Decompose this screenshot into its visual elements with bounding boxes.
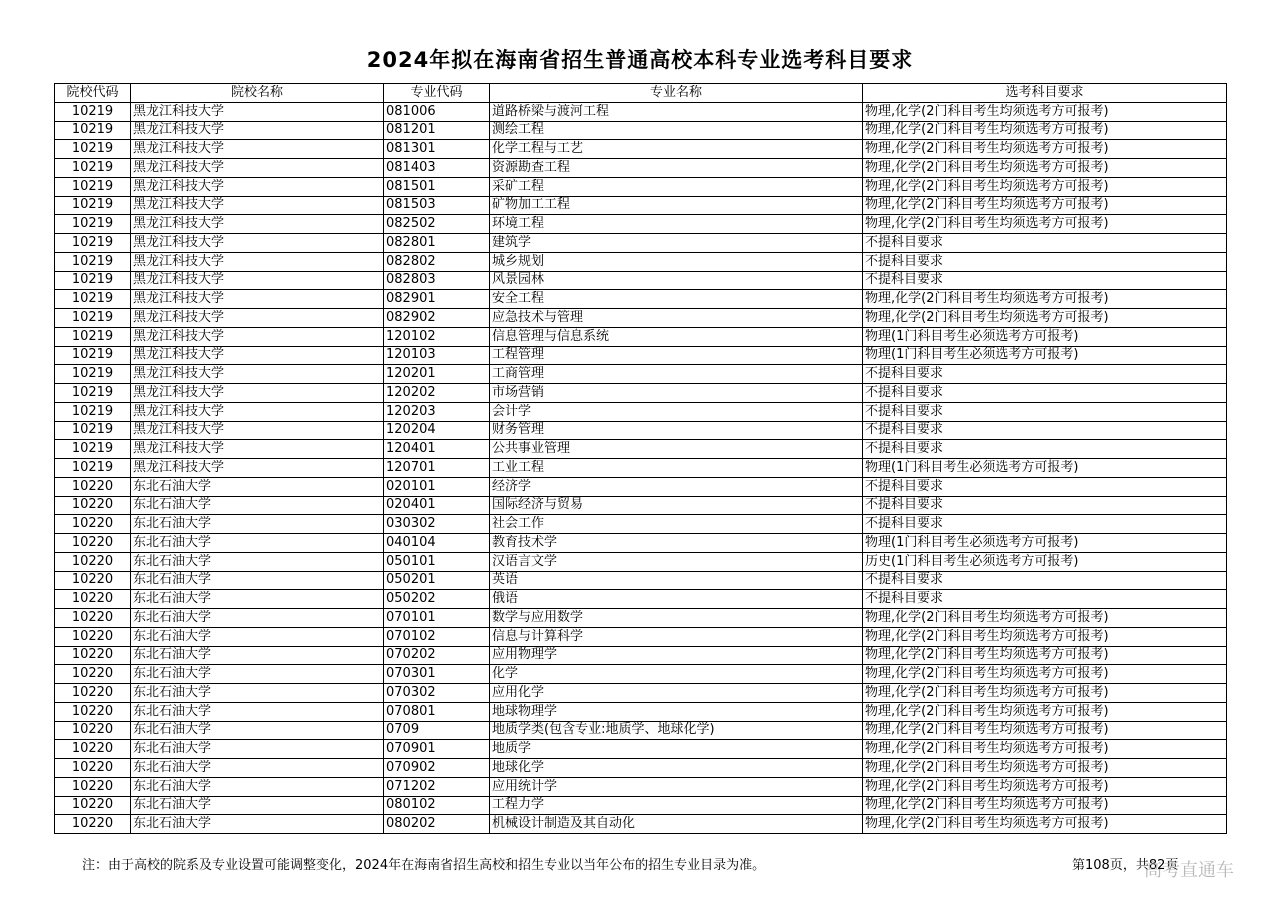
subject-requirement-cell: 物理,化学(2门科目考生均须选考方可报考)	[863, 177, 1227, 196]
table-row	[55, 646, 1227, 665]
subject-requirement-cell: 物理,化学(2门科目考生均须选考方可报考)	[863, 702, 1227, 721]
major-name-cell: 工商管理	[490, 365, 863, 384]
school-code-cell: 10220	[55, 496, 131, 515]
school-code-cell: 10219	[55, 421, 131, 440]
school-code-cell: 10219	[55, 196, 131, 215]
column-header-major-code: 专业代码	[384, 84, 490, 103]
subject-requirement-cell: 物理,化学(2门科目考生均须选考方可报考)	[863, 665, 1227, 684]
table-row	[55, 740, 1227, 759]
subject-requirement-cell: 物理,化学(2门科目考生均须选考方可报考)	[863, 290, 1227, 309]
table-row	[55, 815, 1227, 834]
table-row	[55, 684, 1227, 703]
major-name-cell: 市场营销	[490, 384, 863, 403]
subject-requirement-cell: 物理,化学(2门科目考生均须选考方可报考)	[863, 102, 1227, 121]
major-name-cell: 国际经济与贸易	[490, 496, 863, 515]
major-code-cell: 120103	[384, 346, 490, 365]
major-code-cell: 120203	[384, 402, 490, 421]
table-row	[55, 252, 1227, 271]
major-code-cell: 082801	[384, 234, 490, 253]
school-code-cell: 10219	[55, 346, 131, 365]
major-name-cell: 应用物理学	[490, 646, 863, 665]
table-row	[55, 402, 1227, 421]
table-row	[55, 759, 1227, 778]
school-code-cell: 10220	[55, 627, 131, 646]
school-code-cell: 10220	[55, 815, 131, 834]
table-body	[55, 102, 1227, 833]
major-code-cell: 081403	[384, 159, 490, 178]
school-name-cell: 东北石油大学	[131, 740, 384, 759]
subject-requirement-cell: 物理,化学(2门科目考生均须选考方可报考)	[863, 777, 1227, 796]
major-code-cell: 120102	[384, 327, 490, 346]
table-row	[55, 365, 1227, 384]
major-name-cell: 公共事业管理	[490, 440, 863, 459]
school-name-cell: 东北石油大学	[131, 496, 384, 515]
school-name-cell: 黑龙江科技大学	[131, 140, 384, 159]
subject-requirement-cell: 物理,化学(2门科目考生均须选考方可报考)	[863, 759, 1227, 778]
table-row	[55, 496, 1227, 515]
school-code-cell: 10219	[55, 177, 131, 196]
school-name-cell: 黑龙江科技大学	[131, 346, 384, 365]
table-row	[55, 290, 1227, 309]
subject-requirement-cell: 不提科目要求	[863, 440, 1227, 459]
subject-requirement-cell: 物理(1门科目考生必须选考方可报考)	[863, 346, 1227, 365]
table-row	[55, 665, 1227, 684]
major-code-cell: 071202	[384, 777, 490, 796]
subject-requirement-cell: 不提科目要求	[863, 234, 1227, 253]
major-name-cell: 风景园林	[490, 271, 863, 290]
school-name-cell: 东北石油大学	[131, 552, 384, 571]
school-code-cell: 10219	[55, 271, 131, 290]
school-code-cell: 10220	[55, 702, 131, 721]
major-name-cell: 信息与计算科学	[490, 627, 863, 646]
school-name-cell: 黑龙江科技大学	[131, 402, 384, 421]
school-name-cell: 黑龙江科技大学	[131, 290, 384, 309]
school-code-cell: 10219	[55, 252, 131, 271]
school-name-cell: 黑龙江科技大学	[131, 215, 384, 234]
major-code-cell: 081301	[384, 140, 490, 159]
major-code-cell: 040104	[384, 534, 490, 553]
major-code-cell: 120201	[384, 365, 490, 384]
major-code-cell: 050101	[384, 552, 490, 571]
subject-requirement-cell: 不提科目要求	[863, 252, 1227, 271]
subject-requirement-cell: 物理(1门科目考生必须选考方可报考)	[863, 459, 1227, 478]
table-row	[55, 552, 1227, 571]
major-name-cell: 教育技术学	[490, 534, 863, 553]
major-name-cell: 化学	[490, 665, 863, 684]
school-code-cell: 10219	[55, 365, 131, 384]
school-name-cell: 东北石油大学	[131, 684, 384, 703]
table-row	[55, 627, 1227, 646]
watermark: 高考直通车	[1144, 860, 1234, 881]
major-code-cell: 050201	[384, 571, 490, 590]
table-row	[55, 327, 1227, 346]
subject-requirement-cell: 不提科目要求	[863, 384, 1227, 403]
table-row	[55, 440, 1227, 459]
major-name-cell: 应用化学	[490, 684, 863, 703]
school-name-cell: 黑龙江科技大学	[131, 234, 384, 253]
school-code-cell: 10219	[55, 290, 131, 309]
school-name-cell: 黑龙江科技大学	[131, 252, 384, 271]
table-row	[55, 609, 1227, 628]
major-name-cell: 采矿工程	[490, 177, 863, 196]
major-code-cell: 070202	[384, 646, 490, 665]
major-code-cell: 030302	[384, 515, 490, 534]
major-name-cell: 地质学类(包含专业:地质学、地球化学)	[490, 721, 863, 740]
major-code-cell: 070301	[384, 665, 490, 684]
table-row	[55, 215, 1227, 234]
school-code-cell: 10220	[55, 609, 131, 628]
subject-requirement-cell: 不提科目要求	[863, 477, 1227, 496]
school-name-cell: 黑龙江科技大学	[131, 365, 384, 384]
major-name-cell: 汉语言文学	[490, 552, 863, 571]
table-row	[55, 346, 1227, 365]
school-name-cell: 黑龙江科技大学	[131, 271, 384, 290]
subject-requirement-cell: 物理,化学(2门科目考生均须选考方可报考)	[863, 159, 1227, 178]
subject-requirement-cell: 不提科目要求	[863, 421, 1227, 440]
school-name-cell: 黑龙江科技大学	[131, 327, 384, 346]
school-name-cell: 黑龙江科技大学	[131, 102, 384, 121]
school-code-cell: 10220	[55, 665, 131, 684]
subject-requirement-cell: 不提科目要求	[863, 271, 1227, 290]
school-name-cell: 东北石油大学	[131, 534, 384, 553]
table-row	[55, 159, 1227, 178]
school-code-cell: 10220	[55, 796, 131, 815]
school-code-cell: 10219	[55, 384, 131, 403]
major-code-cell: 082901	[384, 290, 490, 309]
subject-requirement-cell: 物理,化学(2门科目考生均须选考方可报考)	[863, 215, 1227, 234]
subject-requirement-cell: 物理,化学(2门科目考生均须选考方可报考)	[863, 627, 1227, 646]
major-code-cell: 070901	[384, 740, 490, 759]
column-header-school-code: 院校代码	[55, 84, 131, 103]
major-code-cell: 082802	[384, 252, 490, 271]
table-row	[55, 590, 1227, 609]
table-row	[55, 721, 1227, 740]
school-code-cell: 10219	[55, 121, 131, 140]
major-code-cell: 081501	[384, 177, 490, 196]
major-code-cell: 080102	[384, 796, 490, 815]
major-name-cell: 安全工程	[490, 290, 863, 309]
school-name-cell: 黑龙江科技大学	[131, 440, 384, 459]
subject-requirement-cell: 不提科目要求	[863, 590, 1227, 609]
subject-requirement-cell: 物理,化学(2门科目考生均须选考方可报考)	[863, 721, 1227, 740]
school-name-cell: 东北石油大学	[131, 646, 384, 665]
major-name-cell: 工业工程	[490, 459, 863, 478]
table-row	[55, 421, 1227, 440]
table-row	[55, 796, 1227, 815]
school-name-cell: 东北石油大学	[131, 721, 384, 740]
school-name-cell: 东北石油大学	[131, 477, 384, 496]
school-code-cell: 10219	[55, 440, 131, 459]
page-title: 2024年拟在海南省招生普通高校本科专业选考科目要求	[366, 48, 914, 72]
major-name-cell: 资源勘查工程	[490, 159, 863, 178]
subject-requirement-cell: 物理,化学(2门科目考生均须选考方可报考)	[863, 740, 1227, 759]
school-code-cell: 10220	[55, 534, 131, 553]
requirements-table	[54, 83, 1227, 834]
table-row	[55, 271, 1227, 290]
subject-requirement-cell: 物理(1门科目考生必须选考方可报考)	[863, 327, 1227, 346]
table-row	[55, 477, 1227, 496]
school-code-cell: 10220	[55, 721, 131, 740]
major-name-cell: 数学与应用数学	[490, 609, 863, 628]
major-name-cell: 矿物加工工程	[490, 196, 863, 215]
school-code-cell: 10219	[55, 102, 131, 121]
major-name-cell: 俄语	[490, 590, 863, 609]
major-name-cell: 地质学	[490, 740, 863, 759]
table-row	[55, 384, 1227, 403]
subject-requirement-cell: 不提科目要求	[863, 515, 1227, 534]
school-name-cell: 黑龙江科技大学	[131, 459, 384, 478]
school-code-cell: 10220	[55, 684, 131, 703]
major-name-cell: 会计学	[490, 402, 863, 421]
major-name-cell: 建筑学	[490, 234, 863, 253]
school-name-cell: 黑龙江科技大学	[131, 421, 384, 440]
major-name-cell: 财务管理	[490, 421, 863, 440]
major-code-cell: 082902	[384, 309, 490, 328]
column-header-school-name: 院校名称	[131, 84, 384, 103]
table-row	[55, 196, 1227, 215]
school-code-cell: 10220	[55, 552, 131, 571]
school-code-cell: 10220	[55, 777, 131, 796]
page-number: 第108页，共82页	[1072, 858, 1179, 873]
subject-requirement-cell: 物理,化学(2门科目考生均须选考方可报考)	[863, 140, 1227, 159]
subject-requirement-cell: 物理,化学(2门科目考生均须选考方可报考)	[863, 815, 1227, 834]
school-name-cell: 黑龙江科技大学	[131, 309, 384, 328]
major-code-cell: 070801	[384, 702, 490, 721]
school-code-cell: 10220	[55, 477, 131, 496]
subject-requirement-cell: 不提科目要求	[863, 365, 1227, 384]
subject-requirement-cell: 物理,化学(2门科目考生均须选考方可报考)	[863, 684, 1227, 703]
major-code-cell: 120701	[384, 459, 490, 478]
major-code-cell: 120202	[384, 384, 490, 403]
subject-requirement-cell: 不提科目要求	[863, 571, 1227, 590]
table-row	[55, 702, 1227, 721]
table-row	[55, 777, 1227, 796]
school-code-cell: 10219	[55, 140, 131, 159]
school-name-cell: 黑龙江科技大学	[131, 196, 384, 215]
major-name-cell: 环境工程	[490, 215, 863, 234]
subject-requirement-cell: 不提科目要求	[863, 402, 1227, 421]
major-code-cell: 082803	[384, 271, 490, 290]
table-row	[55, 534, 1227, 553]
subject-requirement-cell: 物理,化学(2门科目考生均须选考方可报考)	[863, 796, 1227, 815]
footer-note: 注：由于高校的院系及专业设置可能调整变化，2024年在海南省招生高校和招生专业以当年公布的招生专业目录为准。	[82, 858, 766, 873]
major-code-cell: 081006	[384, 102, 490, 121]
table-header-row	[55, 84, 1227, 103]
subject-requirement-cell: 物理,化学(2门科目考生均须选考方可报考)	[863, 646, 1227, 665]
subject-requirement-cell: 物理,化学(2门科目考生均须选考方可报考)	[863, 196, 1227, 215]
school-name-cell: 东北石油大学	[131, 571, 384, 590]
major-code-cell: 120204	[384, 421, 490, 440]
major-name-cell: 地球物理学	[490, 702, 863, 721]
school-name-cell: 东北石油大学	[131, 665, 384, 684]
major-code-cell: 0709	[384, 721, 490, 740]
subject-requirement-cell: 物理,化学(2门科目考生均须选考方可报考)	[863, 609, 1227, 628]
school-code-cell: 10220	[55, 590, 131, 609]
table-row	[55, 459, 1227, 478]
school-name-cell: 东北石油大学	[131, 702, 384, 721]
school-code-cell: 10219	[55, 215, 131, 234]
table-row	[55, 309, 1227, 328]
major-code-cell: 120401	[384, 440, 490, 459]
major-name-cell: 测绘工程	[490, 121, 863, 140]
school-code-cell: 10220	[55, 740, 131, 759]
school-code-cell: 10219	[55, 234, 131, 253]
school-name-cell: 东北石油大学	[131, 796, 384, 815]
major-code-cell: 020101	[384, 477, 490, 496]
school-code-cell: 10219	[55, 402, 131, 421]
school-name-cell: 东北石油大学	[131, 590, 384, 609]
major-name-cell: 工程力学	[490, 796, 863, 815]
column-header-subject-requirement: 选考科目要求	[863, 84, 1227, 103]
school-name-cell: 东北石油大学	[131, 627, 384, 646]
major-name-cell: 社会工作	[490, 515, 863, 534]
school-name-cell: 黑龙江科技大学	[131, 177, 384, 196]
school-code-cell: 10219	[55, 327, 131, 346]
school-code-cell: 10219	[55, 459, 131, 478]
major-name-cell: 应急技术与管理	[490, 309, 863, 328]
subject-requirement-cell: 物理,化学(2门科目考生均须选考方可报考)	[863, 121, 1227, 140]
major-name-cell: 机械设计制造及其自动化	[490, 815, 863, 834]
major-code-cell: 050202	[384, 590, 490, 609]
school-code-cell: 10219	[55, 159, 131, 178]
major-name-cell: 英语	[490, 571, 863, 590]
table-row	[55, 140, 1227, 159]
school-name-cell: 黑龙江科技大学	[131, 384, 384, 403]
major-name-cell: 工程管理	[490, 346, 863, 365]
major-code-cell: 081201	[384, 121, 490, 140]
major-code-cell: 020401	[384, 496, 490, 515]
school-name-cell: 东北石油大学	[131, 609, 384, 628]
major-name-cell: 道路桥梁与渡河工程	[490, 102, 863, 121]
major-name-cell: 应用统计学	[490, 777, 863, 796]
subject-requirement-cell: 物理,化学(2门科目考生均须选考方可报考)	[863, 309, 1227, 328]
school-name-cell: 东北石油大学	[131, 515, 384, 534]
major-name-cell: 信息管理与信息系统	[490, 327, 863, 346]
major-name-cell: 经济学	[490, 477, 863, 496]
school-name-cell: 东北石油大学	[131, 777, 384, 796]
major-name-cell: 化学工程与工艺	[490, 140, 863, 159]
major-code-cell: 082502	[384, 215, 490, 234]
school-code-cell: 10220	[55, 571, 131, 590]
major-code-cell: 070101	[384, 609, 490, 628]
major-code-cell: 070102	[384, 627, 490, 646]
subject-requirement-cell: 历史(1门科目考生必须选考方可报考)	[863, 552, 1227, 571]
table-row	[55, 571, 1227, 590]
major-code-cell: 081503	[384, 196, 490, 215]
table-row	[55, 102, 1227, 121]
school-name-cell: 黑龙江科技大学	[131, 121, 384, 140]
table-row	[55, 515, 1227, 534]
table-row	[55, 177, 1227, 196]
major-name-cell: 地球化学	[490, 759, 863, 778]
column-header-major-name: 专业名称	[490, 84, 863, 103]
school-code-cell: 10220	[55, 646, 131, 665]
school-name-cell: 黑龙江科技大学	[131, 159, 384, 178]
school-code-cell: 10220	[55, 759, 131, 778]
school-code-cell: 10219	[55, 309, 131, 328]
school-code-cell: 10220	[55, 515, 131, 534]
major-code-cell: 070902	[384, 759, 490, 778]
table-row	[55, 121, 1227, 140]
school-name-cell: 东北石油大学	[131, 759, 384, 778]
major-code-cell: 070302	[384, 684, 490, 703]
subject-requirement-cell: 不提科目要求	[863, 496, 1227, 515]
major-code-cell: 080202	[384, 815, 490, 834]
subject-requirement-cell: 物理(1门科目考生必须选考方可报考)	[863, 534, 1227, 553]
school-name-cell: 东北石油大学	[131, 815, 384, 834]
table-row	[55, 234, 1227, 253]
major-name-cell: 城乡规划	[490, 252, 863, 271]
